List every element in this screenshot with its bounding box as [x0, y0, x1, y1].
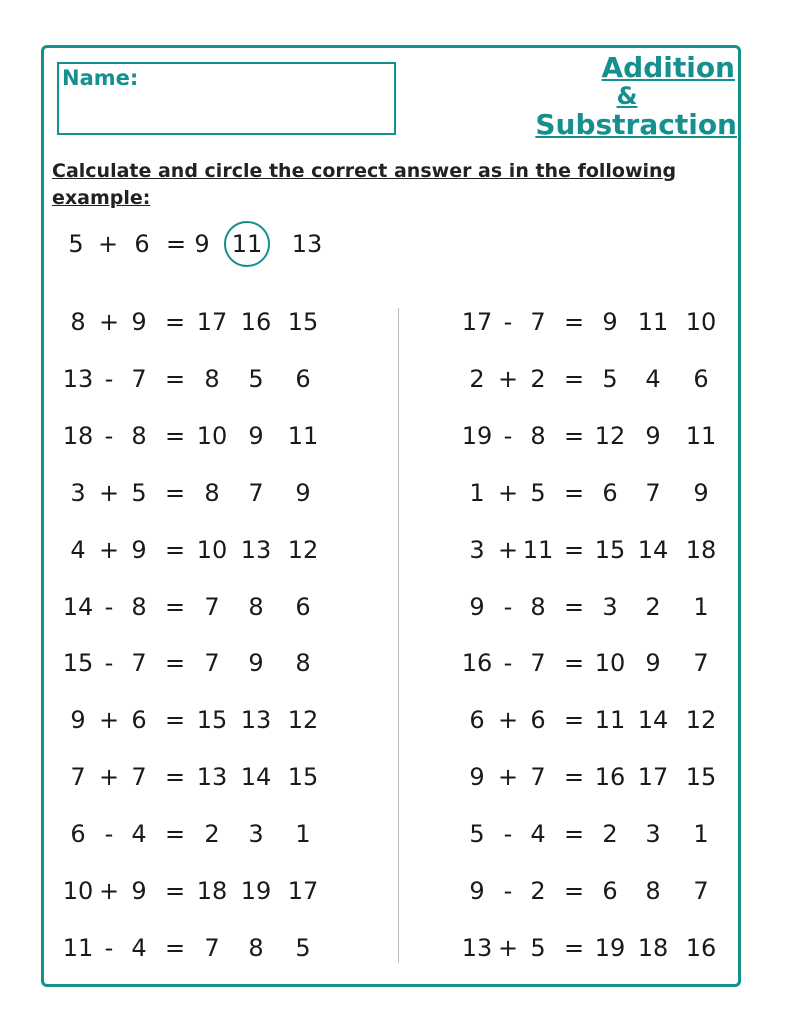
operand-a: 13	[461, 934, 493, 962]
operand-a: 13	[62, 365, 94, 393]
operator: -	[104, 649, 114, 677]
answer-option-circled[interactable]: 11	[231, 230, 263, 258]
operand-b: 9	[131, 877, 147, 905]
operand-b: 5	[530, 479, 546, 507]
equals-sign: =	[164, 593, 186, 621]
answer-option[interactable]: 9	[295, 479, 311, 507]
answer-option[interactable]: 10	[196, 422, 228, 450]
answer-option[interactable]: 13	[291, 230, 323, 258]
operator: +	[98, 479, 120, 507]
operator: -	[104, 593, 114, 621]
equals-sign: =	[164, 649, 186, 677]
answer-option[interactable]: 6	[295, 593, 311, 621]
answer-option[interactable]: 14	[637, 706, 669, 734]
answer-option[interactable]: 7	[645, 479, 661, 507]
operand-a: 2	[469, 365, 485, 393]
answer-option[interactable]: 6	[602, 479, 618, 507]
answer-option[interactable]: 11	[637, 308, 669, 336]
answer-option[interactable]: 1	[693, 593, 709, 621]
operand-a: 17	[461, 308, 493, 336]
answer-option[interactable]: 3	[645, 820, 661, 848]
answer-option[interactable]: 13	[196, 763, 228, 791]
equation-row	[58, 700, 358, 740]
equation-row	[457, 587, 757, 627]
operand-b: 4	[131, 934, 147, 962]
title-line-1: Addition	[601, 51, 735, 84]
operand-b: 4	[530, 820, 546, 848]
operator: +	[97, 230, 119, 258]
equation-row	[457, 473, 757, 513]
equals-sign: =	[563, 763, 585, 791]
answer-option[interactable]: 7	[693, 877, 709, 905]
operator: +	[98, 536, 120, 564]
equation-row	[58, 643, 358, 683]
answer-circle	[224, 221, 270, 267]
equals-sign: =	[563, 536, 585, 564]
equals-sign: =	[563, 479, 585, 507]
equals-sign: =	[164, 877, 186, 905]
title-line-2: &	[616, 82, 638, 110]
operand-b: 2	[530, 877, 546, 905]
operand-a: 14	[62, 593, 94, 621]
equation-row	[457, 416, 757, 456]
answer-option[interactable]: 1	[693, 820, 709, 848]
operand-b: 6	[131, 706, 147, 734]
equals-sign: =	[563, 649, 585, 677]
operator: +	[98, 877, 120, 905]
example-equation	[56, 224, 356, 264]
equals-sign: =	[164, 365, 186, 393]
equals-sign: =	[164, 763, 186, 791]
answer-option[interactable]: 16	[594, 763, 626, 791]
operand-a: 1	[469, 479, 485, 507]
operator: -	[503, 649, 513, 677]
operator: -	[104, 820, 114, 848]
answer-option[interactable]: 15	[196, 706, 228, 734]
equation-row	[457, 302, 757, 342]
equals-sign: =	[164, 820, 186, 848]
operand-a: 9	[70, 706, 86, 734]
worksheet-title	[517, 52, 737, 140]
equation-row	[457, 814, 757, 854]
operand-b: 4	[131, 820, 147, 848]
operand-a: 6	[70, 820, 86, 848]
operand-a: 18	[62, 422, 94, 450]
answer-option[interactable]: 8	[295, 649, 311, 677]
equation-row	[457, 359, 757, 399]
answer-option[interactable]: 8	[248, 934, 264, 962]
title-line-3: Substraction	[535, 108, 737, 141]
answer-option[interactable]: 9	[645, 649, 661, 677]
equation-row	[58, 302, 358, 342]
operand-a: 11	[62, 934, 94, 962]
answer-option[interactable]: 12	[594, 422, 626, 450]
operand-b: 6	[134, 230, 150, 258]
equals-sign: =	[563, 593, 585, 621]
operator: +	[98, 308, 120, 336]
operand-a: 9	[469, 877, 485, 905]
equation-row	[58, 871, 358, 911]
answer-option[interactable]: 18	[637, 934, 669, 962]
answer-option[interactable]: 6	[295, 365, 311, 393]
equation-row	[58, 587, 358, 627]
answer-option[interactable]: 7	[204, 649, 220, 677]
operand-a: 7	[70, 763, 86, 791]
operand-b: 7	[530, 649, 546, 677]
answer-option[interactable]: 1	[295, 820, 311, 848]
answer-option[interactable]: 11	[685, 422, 717, 450]
operand-b: 8	[530, 422, 546, 450]
operand-b: 8	[530, 593, 546, 621]
operand-a: 9	[469, 593, 485, 621]
answer-option[interactable]: 9	[248, 422, 264, 450]
operator: -	[104, 934, 114, 962]
answer-option[interactable]: 13	[240, 536, 272, 564]
operand-a: 6	[469, 706, 485, 734]
answer-option[interactable]: 4	[645, 365, 661, 393]
operand-b: 8	[131, 422, 147, 450]
operand-b: 9	[131, 536, 147, 564]
answer-option[interactable]: 9	[248, 649, 264, 677]
equals-sign: =	[563, 877, 585, 905]
operator: -	[503, 877, 513, 905]
operator: -	[104, 365, 114, 393]
answer-option[interactable]: 3	[248, 820, 264, 848]
equation-row	[457, 700, 757, 740]
operand-b: 7	[530, 763, 546, 791]
equation-row	[58, 359, 358, 399]
operator: -	[503, 422, 513, 450]
answer-option[interactable]: 8	[645, 877, 661, 905]
equals-sign: =	[563, 308, 585, 336]
operator: +	[497, 536, 519, 564]
answer-option[interactable]: 6	[602, 877, 618, 905]
equals-sign: =	[164, 934, 186, 962]
answer-option[interactable]: 5	[248, 365, 264, 393]
answer-option[interactable]: 6	[693, 365, 709, 393]
answer-option[interactable]: 10	[594, 649, 626, 677]
answer-option[interactable]: 15	[685, 763, 717, 791]
operand-b: 7	[131, 365, 147, 393]
answer-option[interactable]: 17	[287, 877, 319, 905]
equation-row	[58, 814, 358, 854]
equals-sign: =	[164, 479, 186, 507]
equation-row	[58, 928, 358, 968]
equation-row	[457, 530, 757, 570]
operand-a: 9	[469, 763, 485, 791]
answer-option[interactable]: 15	[594, 536, 626, 564]
operator: +	[497, 479, 519, 507]
answer-option[interactable]: 11	[287, 422, 319, 450]
operand-b: 7	[131, 649, 147, 677]
operand-a: 5	[469, 820, 485, 848]
operator: +	[98, 706, 120, 734]
equation-row	[58, 416, 358, 456]
answer-option[interactable]: 10	[196, 536, 228, 564]
equals-sign: =	[164, 706, 186, 734]
operand-a: 15	[62, 649, 94, 677]
equals-sign: =	[563, 934, 585, 962]
operand-a: 10	[62, 877, 94, 905]
operator: -	[503, 593, 513, 621]
answer-option[interactable]: 7	[248, 479, 264, 507]
operand-a: 16	[461, 649, 493, 677]
operand-b: 7	[131, 763, 147, 791]
operator: -	[503, 308, 513, 336]
answer-option[interactable]: 16	[685, 934, 717, 962]
operator: -	[503, 820, 513, 848]
operand-a: 4	[70, 536, 86, 564]
equation-row	[58, 530, 358, 570]
operator: -	[104, 422, 114, 450]
name-field[interactable]	[57, 62, 396, 135]
answer-option[interactable]: 12	[287, 536, 319, 564]
operand-a: 5	[68, 230, 84, 258]
answer-option[interactable]: 7	[693, 649, 709, 677]
equation-row	[58, 757, 358, 797]
instructions: Calculate and circle the correct answer as in the following example:	[52, 160, 677, 209]
operand-a: 19	[461, 422, 493, 450]
answer-option[interactable]: 5	[602, 365, 618, 393]
answer-option[interactable]: 12	[685, 706, 717, 734]
answer-option[interactable]: 12	[287, 706, 319, 734]
operand-b: 2	[530, 365, 546, 393]
answer-option[interactable]: 19	[240, 877, 272, 905]
answer-option[interactable]: 9	[602, 308, 618, 336]
answer-option[interactable]: 18	[196, 877, 228, 905]
equals-sign: =	[563, 365, 585, 393]
answer-option[interactable]: 10	[685, 308, 717, 336]
answer-option[interactable]: 9	[645, 422, 661, 450]
answer-option[interactable]: 7	[204, 593, 220, 621]
equals-sign: =	[164, 422, 186, 450]
answer-option[interactable]: 19	[594, 934, 626, 962]
equation-row	[457, 928, 757, 968]
operand-a: 3	[469, 536, 485, 564]
answer-option[interactable]: 17	[637, 763, 669, 791]
equation-row	[457, 757, 757, 797]
answer-option[interactable]: 15	[287, 308, 319, 336]
name-label: Name:	[62, 66, 139, 90]
answer-option[interactable]: 2	[204, 820, 220, 848]
answer-option[interactable]: 13	[240, 706, 272, 734]
operand-b: 5	[530, 934, 546, 962]
column-divider	[398, 308, 399, 963]
operand-b: 6	[530, 706, 546, 734]
answer-option[interactable]: 14	[240, 763, 272, 791]
equation-row	[58, 473, 358, 513]
operand-b: 9	[131, 308, 147, 336]
operand-b: 8	[131, 593, 147, 621]
operator: +	[497, 763, 519, 791]
operator: +	[497, 706, 519, 734]
equals-sign: =	[165, 230, 187, 258]
operator: +	[98, 763, 120, 791]
operator: +	[497, 934, 519, 962]
equals-sign: =	[563, 422, 585, 450]
answer-option[interactable]: 18	[685, 536, 717, 564]
equals-sign: =	[164, 536, 186, 564]
answer-option[interactable]: 16	[240, 308, 272, 336]
answer-option[interactable]: 9	[693, 479, 709, 507]
operand-b: 7	[530, 308, 546, 336]
equation-row	[457, 643, 757, 683]
answer-option[interactable]: 8	[248, 593, 264, 621]
operand-b: 5	[131, 479, 147, 507]
operand-b: 11	[522, 536, 554, 564]
operand-a: 3	[70, 479, 86, 507]
answer-option[interactable]: 3	[602, 593, 618, 621]
answer-option[interactable]: 2	[645, 593, 661, 621]
answer-option[interactable]: 5	[295, 934, 311, 962]
equation-row	[457, 871, 757, 911]
answer-option[interactable]: 14	[637, 536, 669, 564]
equals-sign: =	[563, 820, 585, 848]
answer-option[interactable]: 9	[194, 230, 210, 258]
answer-option[interactable]: 15	[287, 763, 319, 791]
answer-option[interactable]: 7	[204, 934, 220, 962]
operand-a: 8	[70, 308, 86, 336]
answer-option[interactable]: 8	[204, 365, 220, 393]
equals-sign: =	[164, 308, 186, 336]
equals-sign: =	[563, 706, 585, 734]
answer-option[interactable]: 17	[196, 308, 228, 336]
operator: +	[497, 365, 519, 393]
answer-option[interactable]: 8	[204, 479, 220, 507]
answer-option[interactable]: 11	[594, 706, 626, 734]
answer-option[interactable]: 2	[602, 820, 618, 848]
